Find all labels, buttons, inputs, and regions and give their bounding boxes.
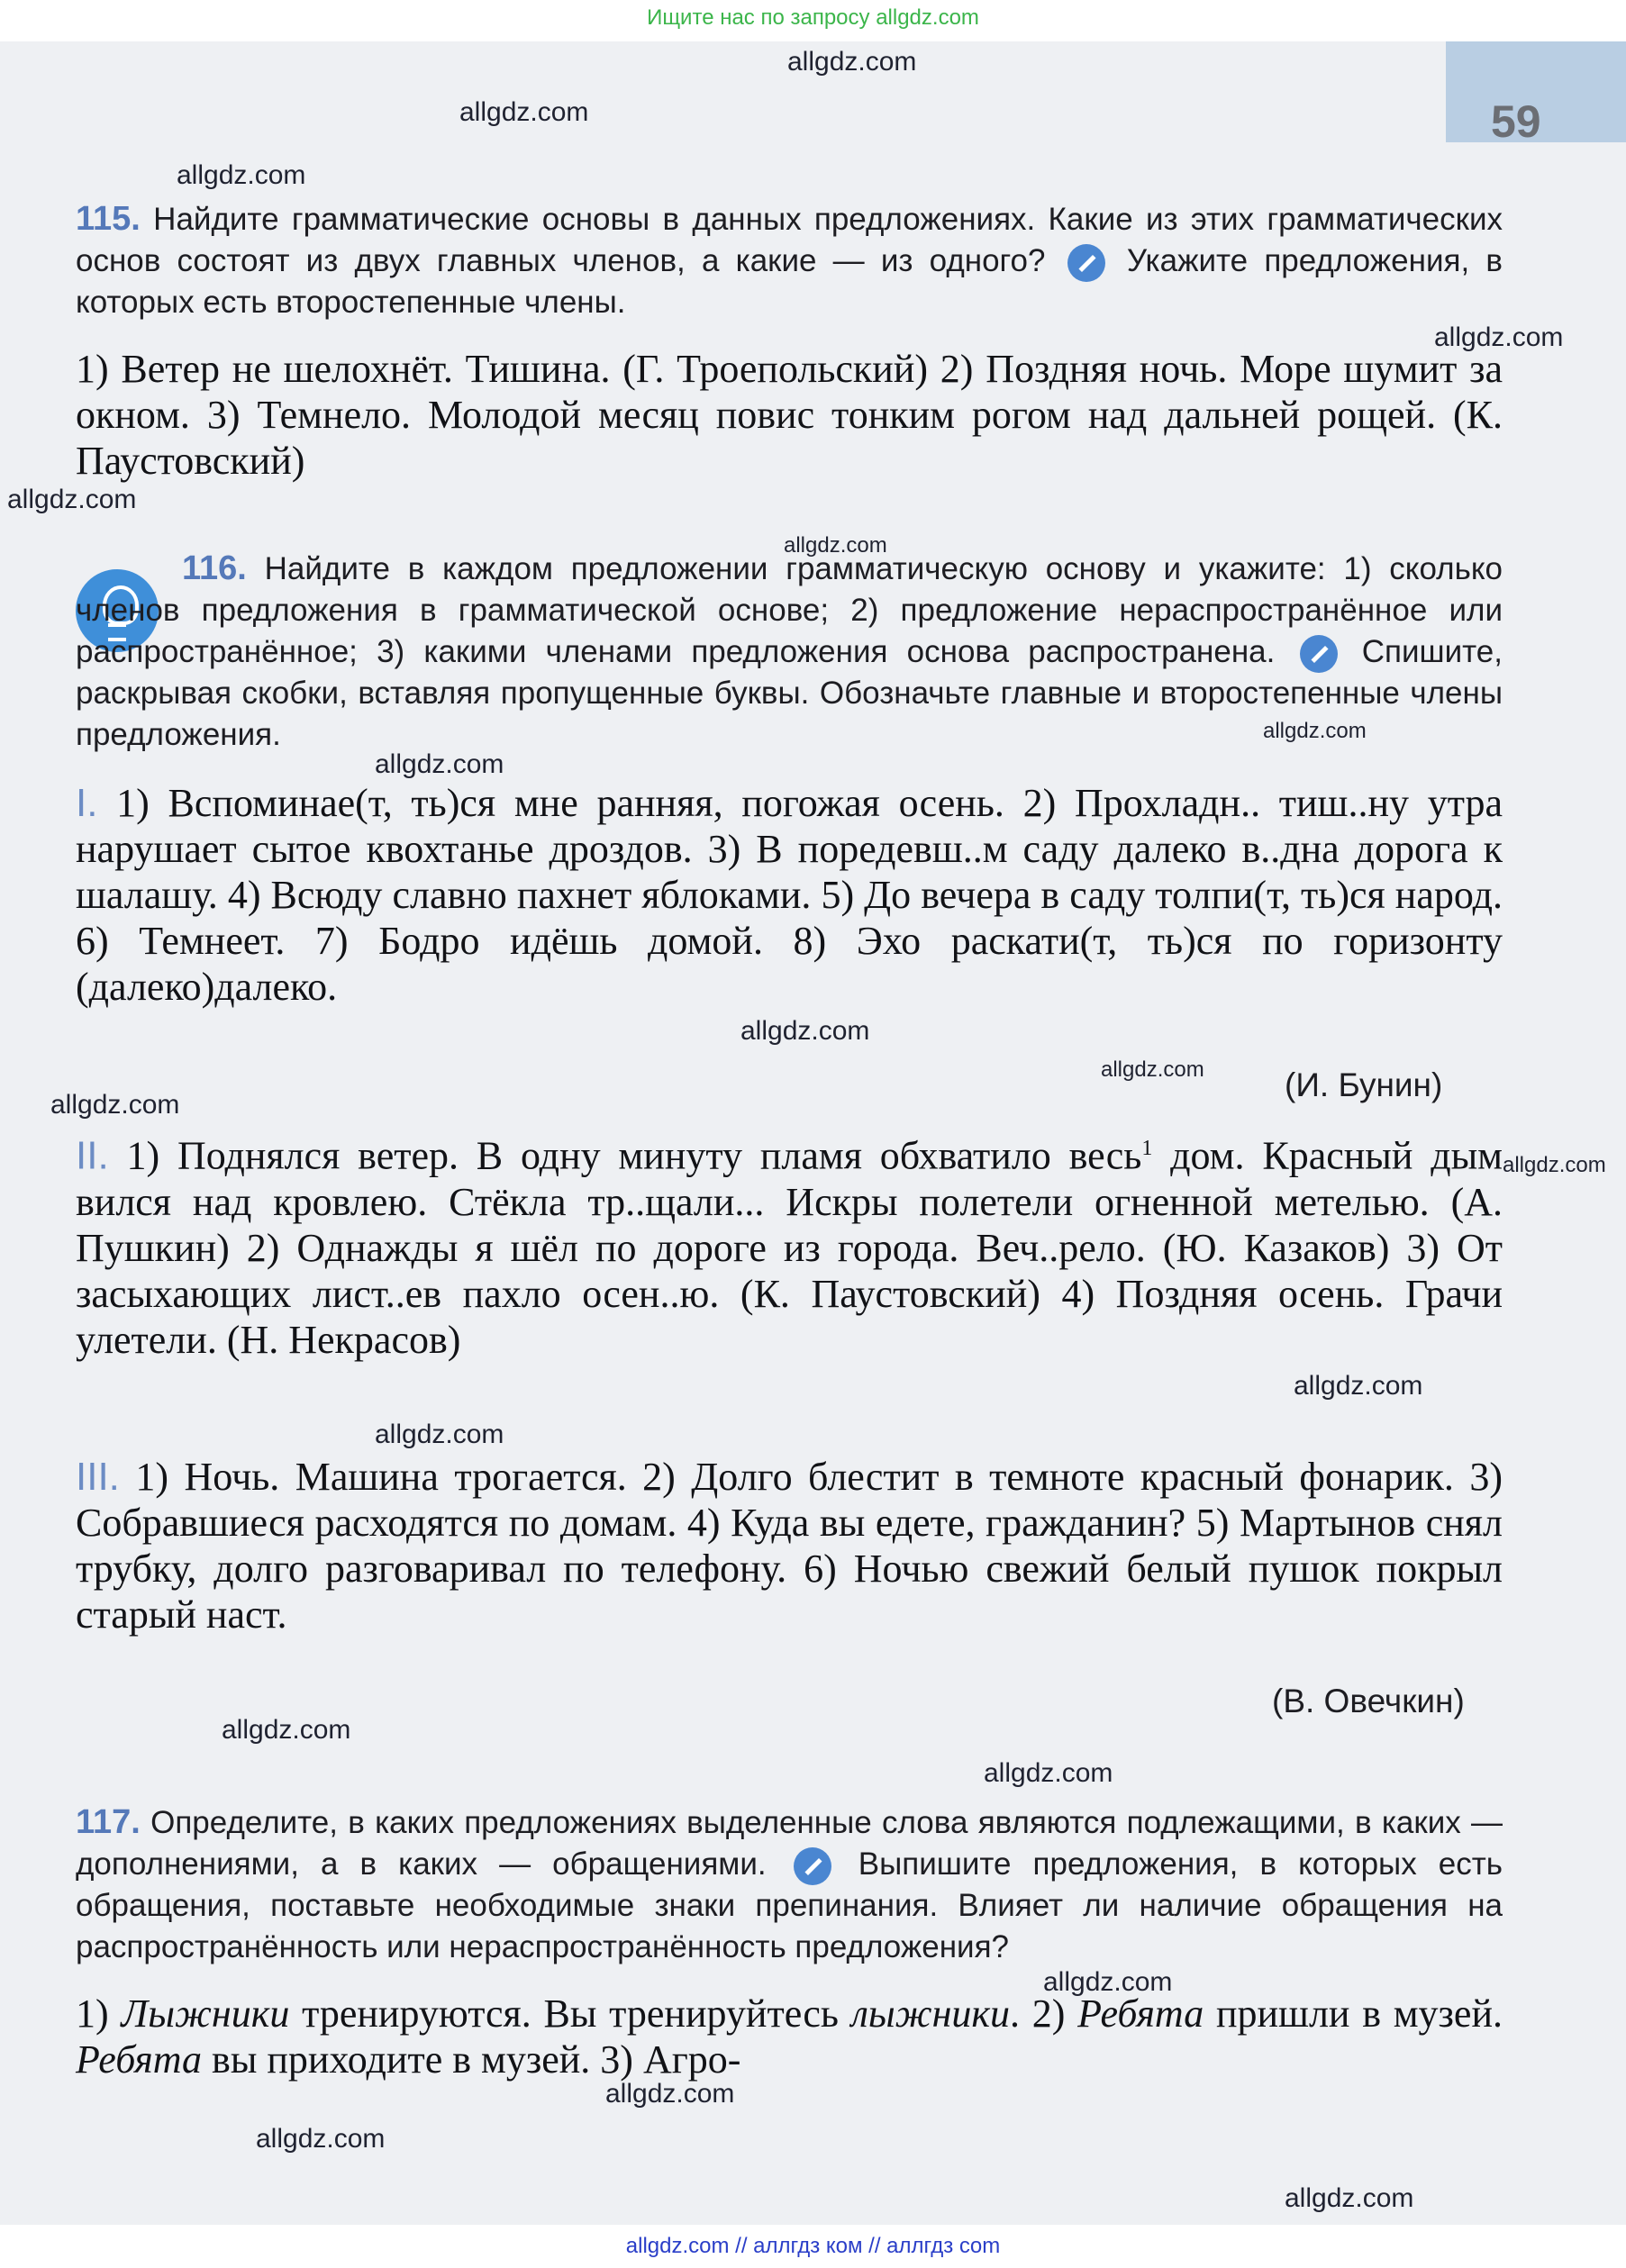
task-number: 116. [182, 549, 247, 587]
part-text: 1) Поднялся ветер. В одну минуту пламя обхватило весь [126, 1133, 1142, 1178]
task-116-part-3 [76, 1454, 1503, 1637]
pencil-icon [794, 1847, 831, 1885]
page-number: 59 [1491, 96, 1541, 147]
watermark: allgdz.com [1434, 322, 1564, 352]
watermark: allgdz.com [787, 47, 917, 77]
textbook-page [0, 41, 1626, 2225]
example-text: пришли в музей. [1204, 1991, 1503, 2036]
pencil-icon [1300, 635, 1338, 673]
example-text: . 2) [1010, 1991, 1078, 2036]
watermark: allgdz.com [1101, 1057, 1204, 1082]
task-text: Найдите в каждом предложении грамматическую основу и укажите: 1) сколько членов предложения в грамматической основе; 2) предложение нераспространённое или распространённое; 3) какими членами предложения основа распространена. [76, 551, 1503, 669]
footer-banner[interactable]: allgdz.com // аллгдз ком // аллгдз com [625, 2234, 1001, 2258]
task-number: 115. [76, 200, 141, 238]
example-text: 1) [76, 1991, 122, 2036]
watermark: allgdz.com [177, 160, 306, 190]
watermark: allgdz.com [1503, 1153, 1606, 1177]
task-116-part-2 [76, 1126, 1503, 1363]
watermark: allgdz.com [1043, 1967, 1173, 1997]
watermark: allgdz.com [7, 485, 137, 514]
watermark: allgdz.com [1285, 2183, 1414, 2213]
highlighted-word: Лыжники [121, 1991, 290, 2036]
task-115-example: 1) Ветер не шелохнёт. Тишина. (Г. Троепольский) 2) Поздняя ночь. Море шумит за окном. 3) Темнело. Молодой месяц повис тонким рогом над дальней рощей. (К. Паустовский) [76, 347, 1503, 483]
part-label: I. [76, 781, 98, 825]
task-text: Выпишите предложения, в которых есть обращения, поставьте необходимые знаки препинания. Влияет ли наличие обращения на распространённость или нераспространённость предложения? [76, 1846, 1503, 1964]
part-text: 1) Ночь. Машина трогается. 2) Долго блестит в темноте красный фонарик. 3) Собравшиеся расходятся по домам. 4) Куда вы едете, гражданин? 5) Мартынов снял трубку, долго разговаривал по телефону. 6) Ночью свежий белый пушок покрыл старый наст. [76, 1455, 1503, 1637]
header-banner[interactable]: Ищите нас по запросу allgdz.com [647, 5, 979, 30]
task-text: Определите, в каких предложениях выделенные слова являются подлежащими, в каких — дополнениями, а в каких — обращениями. [76, 1805, 1503, 1882]
watermark: allgdz.com [1294, 1371, 1423, 1401]
task-text: Спишите, раскрывая скобки, вставляя пропущенные буквы. Обозначьте главные и второстепенные члены предложения. [76, 634, 1503, 752]
example-text: тренируются. Вы тренируйтесь [289, 1991, 851, 2036]
part-label: III. [76, 1455, 120, 1499]
watermark: allgdz.com [50, 1090, 180, 1120]
task-text: Найдите грамматические основы в данных предложениях. Какие из этих грамматических основ состоят из двух главных членов, а какие — из одного? [76, 202, 1503, 278]
footnote-marker: 1 [1141, 1137, 1153, 1160]
part-text: 1) Вспоминае(т, ть)ся мне ранняя, погожая осень. 2) Прохладн.. тиш..ну утра нарушает сытое квохтанье дроздов. 3) В поредевш..м саду далеко в..дна дорога к шалашу. 4) Всюду славно пахнет яблоками. 5) До вечера в саду толпи(т, ть)ся народ. 6) Темнеет. 7) Бодро идёшь домой. 8) Эхо раскати(т, ть)ся по горизонту (далеко)далеко. [76, 781, 1503, 1009]
watermark: allgdz.com [375, 1420, 504, 1449]
example-text: вы приходите в музей. 3) Агро- [202, 2037, 741, 2082]
pencil-icon [1067, 244, 1105, 282]
watermark: allgdz.com [459, 97, 589, 127]
watermark: allgdz.com [740, 1016, 870, 1046]
watermark: allgdz.com [605, 2079, 735, 2109]
watermark: allgdz.com [784, 533, 887, 558]
highlighted-word: Ребята [76, 2037, 203, 2082]
watermark: allgdz.com [984, 1758, 1113, 1788]
task-117-instructions [76, 1801, 1503, 1968]
task-115-instructions [76, 198, 1503, 323]
watermark: allgdz.com [222, 1715, 351, 1745]
watermark: allgdz.com [256, 2124, 386, 2154]
watermark: allgdz.com [375, 749, 504, 779]
watermark: allgdz.com [1263, 719, 1367, 743]
part-label: II. [76, 1133, 109, 1178]
task-number: 117. [76, 1803, 141, 1841]
task-117-example [76, 1991, 1503, 2082]
author-bunin: (И. Бунин) [1285, 1066, 1443, 1103]
task-116-part-1 [76, 780, 1503, 1010]
task-text: Укажите предложения, в которых есть второстепенные члены. [76, 243, 1503, 320]
part-text: дом. Красный дым вился над кровлею. Стёкла тр..щали... Искры полетели огненной метелью. (А. Пушкин) 2) Однажды я шёл по дороге из города. Веч..рело. (Ю. Казаков) 3) От засыхающих лист..ев пахло осен..ю. (К. Паустовский) 4) Поздняя осень. Грачи улетели. (Н. Некрасов) [76, 1133, 1503, 1362]
highlighted-word: лыжники [850, 1991, 1011, 2036]
author-ovechkin: (В. Овечкин) [1272, 1683, 1465, 1719]
highlighted-word: Ребята [1077, 1991, 1204, 2036]
